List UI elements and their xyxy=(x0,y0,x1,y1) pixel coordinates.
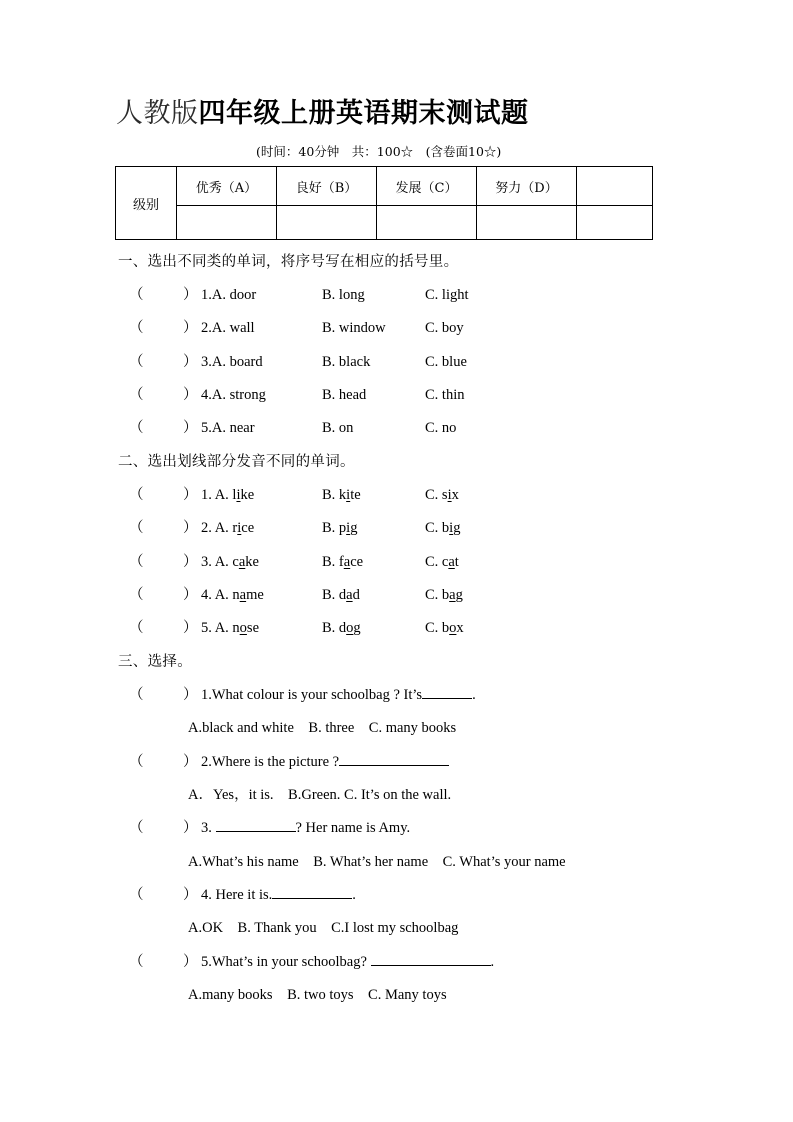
s1-item-1-option-b[interactable]: B. long xyxy=(322,287,365,303)
underlined-phoneme: a xyxy=(239,587,247,603)
s3-item-3-options[interactable]: A.What’s his name B. What’s her name C. What’s your name xyxy=(188,854,566,870)
grade-value-a[interactable] xyxy=(177,206,277,240)
s3-item-1-stem: 1.What colour is your schoolbag ? It’s . xyxy=(201,687,476,703)
s2-item-1-option-c[interactable]: C. six xyxy=(425,487,459,503)
underlined-phoneme: a xyxy=(346,587,353,603)
s1-item-1-option-c[interactable]: C. light xyxy=(425,287,469,303)
underlined-phoneme: i xyxy=(236,487,241,503)
grade-value-d[interactable] xyxy=(477,206,577,240)
underlined-phoneme: i xyxy=(237,520,242,536)
grade-value-c[interactable] xyxy=(377,206,477,240)
answer-bracket-open: （ xyxy=(129,320,144,336)
fill-in-blank[interactable] xyxy=(216,818,296,832)
s2-item-5-option-c[interactable]: C. box xyxy=(425,620,464,636)
s2-item-2-number: 2. A. xyxy=(201,520,233,536)
grade-header-a: 优秀（A） xyxy=(177,167,277,206)
s3-item-5-stem: 5.What’s in your schoolbag? . xyxy=(201,954,495,970)
grade-header-d: 努力（D） xyxy=(477,167,577,206)
section-1-heading: 一、选出不同类的单词，将序号写在相应的括号里。 xyxy=(118,254,459,270)
grade-header-c: 发展（C） xyxy=(377,167,477,206)
exam-meta-line: (时间：40分钟 共：100☆ (含卷面10☆) xyxy=(256,144,502,159)
underlined-phoneme: o xyxy=(346,620,354,636)
s2-item-2-option-c[interactable]: C. big xyxy=(425,520,461,536)
underlined-phoneme: i xyxy=(346,487,351,503)
s2-item-1-number: 1. A. xyxy=(201,487,233,503)
s2-item-5-option-a[interactable]: 5. A. nose xyxy=(201,620,260,636)
s1-item-3-option-b[interactable]: B. black xyxy=(322,354,371,370)
answer-bracket-open: （ xyxy=(129,887,144,903)
underlined-phoneme: a xyxy=(448,554,455,570)
s3-item-4-options[interactable]: A.OK B. Thank you C.I lost my schoolbag xyxy=(188,920,459,936)
answer-bracket-open: （ xyxy=(129,554,144,570)
answer-bracket-close: ） xyxy=(183,320,198,336)
s1-item-4-option-c[interactable]: C. thin xyxy=(425,387,465,403)
table-row xyxy=(116,206,653,240)
underlined-phoneme: i xyxy=(449,520,454,536)
underlined-phoneme: a xyxy=(238,554,246,570)
s2-item-5-number: 5. A. xyxy=(201,620,233,636)
s1-item-5-option-a[interactable]: 5.A. near xyxy=(201,420,255,436)
answer-bracket-open: （ xyxy=(129,687,144,703)
answer-bracket-close: ） xyxy=(183,887,198,903)
s3-item-5-options[interactable]: A.many books B. two toys C. Many toys xyxy=(188,987,447,1003)
s2-item-4-option-b[interactable]: B. dad xyxy=(322,587,360,603)
s1-item-2-option-b[interactable]: B. window xyxy=(322,320,386,336)
answer-bracket-close: ） xyxy=(183,520,198,536)
s3-item-1-options[interactable]: A.black and white B. three C. many books xyxy=(188,720,457,736)
underlined-phoneme: i xyxy=(346,520,351,536)
title-publisher: 人教版 xyxy=(116,98,199,129)
s2-item-3-option-b[interactable]: B. face xyxy=(322,554,364,570)
section-3-heading: 三、选择。 xyxy=(118,654,192,670)
answer-bracket-open: （ xyxy=(129,354,144,370)
answer-bracket-open: （ xyxy=(129,520,144,536)
section-2-heading: 二、选出划线部分发音不同的单词。 xyxy=(118,454,355,470)
answer-bracket-close: ） xyxy=(183,954,198,970)
answer-bracket-open: （ xyxy=(129,487,144,503)
s1-item-4-option-a[interactable]: 4.A. strong xyxy=(201,387,266,403)
answer-bracket-open: （ xyxy=(129,287,144,303)
s2-item-4-option-a[interactable]: 4. A. name xyxy=(201,587,264,603)
s3-item-3-stem: 3. ? Her name is Amy. xyxy=(201,820,411,836)
s3-item-2-stem: 2.Where is the picture ? xyxy=(201,752,449,772)
grade-value-extra[interactable] xyxy=(577,206,653,240)
underlined-phoneme: a xyxy=(343,554,351,570)
grade-table-label: 级别 xyxy=(116,167,177,240)
answer-bracket-open: （ xyxy=(129,420,144,436)
s2-item-1-option-b[interactable]: B. kite xyxy=(322,487,361,503)
answer-bracket-open: （ xyxy=(129,620,144,636)
answer-bracket-open: （ xyxy=(129,587,144,603)
s2-item-1-option-a[interactable]: 1. A. like xyxy=(201,487,255,503)
answer-bracket-open: （ xyxy=(129,387,144,403)
answer-bracket-close: ） xyxy=(183,820,198,836)
fill-in-blank[interactable] xyxy=(371,952,491,966)
s1-item-4-option-b[interactable]: B. head xyxy=(322,387,367,403)
fill-in-blank[interactable] xyxy=(272,885,352,899)
answer-bracket-close: ） xyxy=(183,354,198,370)
answer-bracket-close: ） xyxy=(183,687,198,703)
grade-table xyxy=(115,166,653,240)
answer-bracket-open: （ xyxy=(129,754,144,770)
answer-bracket-close: ） xyxy=(183,287,198,303)
s2-item-2-option-a[interactable]: 2. A. rice xyxy=(201,520,255,536)
answer-bracket-close: ） xyxy=(183,620,198,636)
answer-bracket-open: （ xyxy=(129,954,144,970)
grade-header-b: 良好（B） xyxy=(277,167,377,206)
s1-item-2-option-c[interactable]: C. boy xyxy=(425,320,464,336)
answer-bracket-close: ） xyxy=(183,587,198,603)
underlined-phoneme: i xyxy=(447,487,452,503)
s2-item-3-option-c[interactable]: C. cat xyxy=(425,554,459,570)
s1-item-3-option-a[interactable]: 3.A. board xyxy=(201,354,263,370)
title-main: 四年级上册英语期末测试题 xyxy=(198,98,529,129)
grade-value-b[interactable] xyxy=(277,206,377,240)
answer-bracket-close: ） xyxy=(183,754,198,770)
answer-bracket-close: ） xyxy=(183,387,198,403)
table-row xyxy=(116,167,653,206)
page-title xyxy=(116,96,529,131)
answer-bracket-close: ） xyxy=(183,487,198,503)
s2-item-3-number: 3. A. xyxy=(201,554,233,570)
s1-item-5-option-c[interactable]: C. no xyxy=(425,420,457,436)
s2-item-4-option-c[interactable]: C. bag xyxy=(425,587,463,603)
fill-in-blank[interactable] xyxy=(422,685,472,699)
answer-bracket-open: （ xyxy=(129,820,144,836)
s3-item-2-options[interactable]: A．Yes，it is. B.Green. C. It’s on the wall. xyxy=(188,787,452,803)
underlined-phoneme: a xyxy=(449,587,456,603)
s2-item-5-option-b[interactable]: B. dog xyxy=(322,620,361,636)
answer-bracket-close: ） xyxy=(183,420,198,436)
answer-bracket-close: ） xyxy=(183,554,198,570)
s3-item-4-stem: 4. Here it is. . xyxy=(201,887,356,903)
fill-in-blank[interactable] xyxy=(339,752,449,766)
underlined-phoneme: o xyxy=(239,620,247,636)
s1-item-2-option-a[interactable]: 2.A. wall xyxy=(201,320,255,336)
s2-item-4-number: 4. A. xyxy=(201,587,233,603)
s1-item-3-option-c[interactable]: C. blue xyxy=(425,354,467,370)
grade-header-extra xyxy=(577,167,653,206)
underlined-phoneme: o xyxy=(449,620,457,636)
s1-item-1-option-a[interactable]: 1.A. door xyxy=(201,287,257,303)
s1-item-5-option-b[interactable]: B. on xyxy=(322,420,354,436)
s2-item-3-option-a[interactable]: 3. A. cake xyxy=(201,554,259,570)
s2-item-2-option-b[interactable]: B. pig xyxy=(322,520,358,536)
